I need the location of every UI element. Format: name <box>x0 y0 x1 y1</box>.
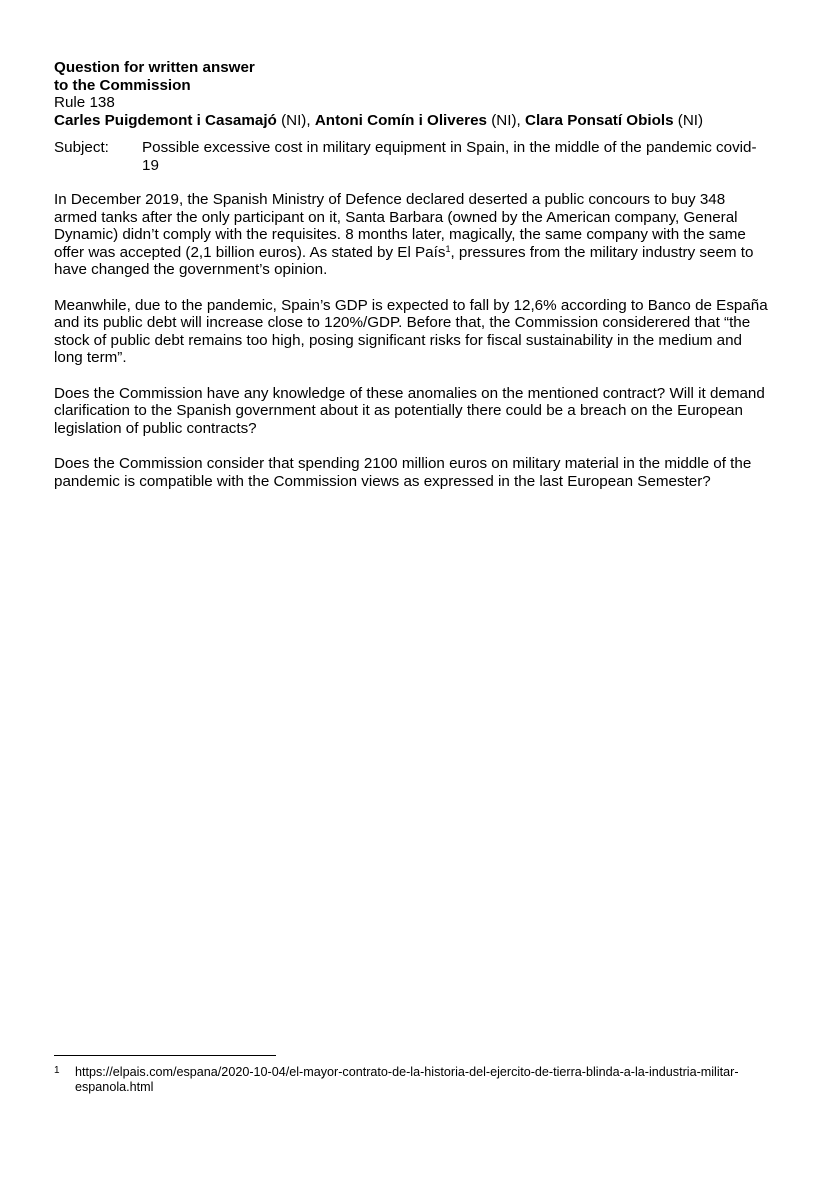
body-paragraph-3: Does the Commission have any knowledge of these anomalies on the mentioned contract? Will it demand clarification to the Spanish government about it as potentially there could be a breach on the European legislation of public contracts? <box>54 384 765 437</box>
authors-line: Carles Puigdemont i Casamajó (NI), Antoni Comín i Oliveres (NI), Clara Ponsatí Obiols (NI) <box>54 111 704 129</box>
author-name: Antoni Comín i Oliveres <box>314 111 487 129</box>
author-name: Clara Ponsatí Obiols <box>524 111 674 129</box>
footnote-separator <box>54 1055 276 1056</box>
paragraph-text: , pressures from the military industry seem to have changed the government’s opinion. <box>54 243 754 278</box>
footnote-url[interactable]: https://elpais.com/espana/2020-10-04/el-mayor-contrato-de-la-historia-del-ejercito-de-tierra-blinda-a-la-industria-militar-espanola.html <box>75 1065 739 1094</box>
document-page <box>54 59 770 490</box>
author-group: (NI) <box>677 111 704 129</box>
subject-block <box>54 139 770 174</box>
subject-text: Possible excessive cost in military equipment in Spain, in the middle of the pandemic covid-19 <box>142 139 757 174</box>
document-type-line1: Question for written answer <box>54 59 255 76</box>
author-group: (NI) <box>491 111 517 129</box>
footnote <box>54 1065 754 1095</box>
body-paragraph-4: Does the Commission consider that spending 2100 million euros on military material in the middle of the pandemic is compatible with the Commission views as expressed in the last European Semester? <box>54 455 752 490</box>
footnote-number: 1 <box>54 1065 60 1076</box>
rule-reference: Rule 138 <box>54 94 115 111</box>
footnote-reference[interactable]: 1 <box>445 243 451 254</box>
author-name: Carles Puigdemont i Casamajó <box>54 111 277 129</box>
body-paragraph-1 <box>54 191 770 279</box>
document-type-line2: to the Commission <box>54 76 191 94</box>
paragraph-text: In December 2019, the Spanish Ministry of Defence declared deserted a public concours to buy 348 armed tanks after the only participant on it, Santa Barbara (owned by the American company, General Dynamic) didn’t comply with the requisites. 8 months later, magically, the same company with the same offer was accepted (2,1 billion euros). As stated by El País <box>54 191 746 261</box>
subject-label: Subject: <box>54 139 109 156</box>
body-paragraph-2: Meanwhile, due to the pandemic, Spain’s GDP is expected to fall by 12,6% according to Banco de España and its public debt will increase close to 120%/GDP. Before that, the Commission considerered that “the stock of public debt remains too high, posing significant risks for fiscal sustainability in the medium and long term”. <box>54 296 768 366</box>
author-group: (NI) <box>281 111 307 129</box>
